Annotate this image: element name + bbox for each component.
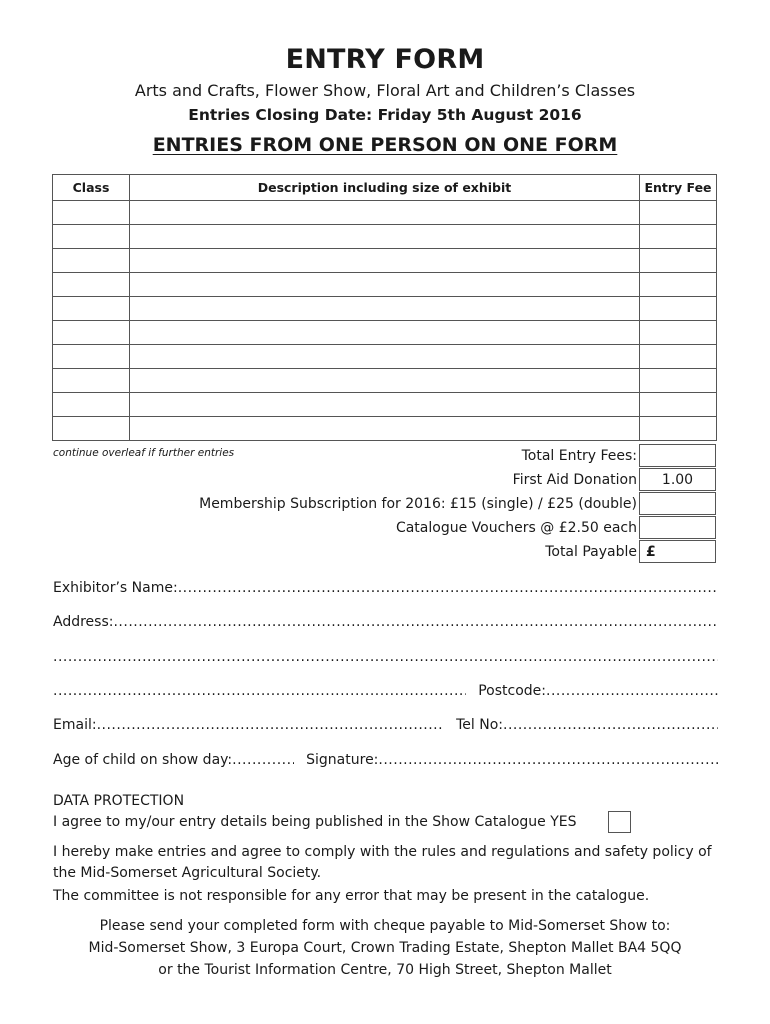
total-payable-label: Total Payable (545, 544, 637, 560)
age-signature-row[interactable] (53, 752, 718, 768)
class-cell[interactable] (53, 273, 130, 297)
class-cell[interactable] (53, 393, 130, 417)
entry-fee-cell[interactable] (640, 345, 717, 369)
header-entry-fee: Entry Fee (640, 175, 717, 201)
description-cell[interactable] (130, 201, 640, 225)
table-row (53, 393, 717, 417)
catalogue-label: Catalogue Vouchers @ £2.50 each (395, 520, 637, 536)
table-row (53, 345, 717, 369)
exhibitor-name-field[interactable] (178, 580, 718, 596)
description-cell[interactable] (130, 297, 640, 321)
class-cell[interactable] (53, 321, 130, 345)
yes-checkbox[interactable] (608, 811, 631, 833)
table-row (53, 225, 717, 249)
footer-line-2: Mid-Somerset Show, 3 Europa Court, Crown Trading Estate, Shepton Mallet BA4 5QQ (88, 940, 682, 956)
first-aid-label: First Aid Donation (512, 472, 637, 488)
address-line-2[interactable] (53, 649, 718, 665)
signature-label: Signature: (306, 752, 379, 768)
email-label: Email: (53, 717, 97, 733)
total-entry-fees-label: Total Entry Fees: (521, 448, 637, 464)
class-cell[interactable] (53, 417, 130, 441)
postcode-field[interactable] (546, 683, 718, 699)
email-field[interactable] (97, 717, 445, 733)
description-cell[interactable] (130, 345, 640, 369)
table-row (53, 201, 717, 225)
entry-fee-cell[interactable] (640, 273, 717, 297)
entry-fee-cell[interactable] (640, 225, 717, 249)
table-row (53, 321, 717, 345)
entry-fee-cell[interactable] (640, 393, 717, 417)
entries-table (52, 174, 717, 441)
tel-label: Tel No: (456, 717, 503, 733)
description-cell[interactable] (130, 225, 640, 249)
address-postcode-row[interactable] (53, 683, 718, 699)
class-cell[interactable] (53, 249, 130, 273)
entry-fee-cell[interactable] (640, 201, 717, 225)
address-field-3[interactable] (53, 683, 466, 699)
hereby-statement: I hereby make entries and agree to comply with the rules and regulations and safety policy of the Mid-Somerset Agricultural Society. (53, 844, 712, 881)
continue-note: continue overleaf if further entries (53, 447, 235, 459)
committee-statement: The committee is not responsible for any error that may be present in the catalogue. (53, 888, 650, 904)
first-aid-box[interactable]: 1.00 (639, 468, 716, 491)
table-row (53, 297, 717, 321)
class-cell[interactable] (53, 297, 130, 321)
postcode-label: Postcode: (478, 683, 546, 699)
catalogue-box[interactable] (639, 516, 716, 539)
description-cell[interactable] (130, 369, 640, 393)
membership-box[interactable] (639, 492, 716, 515)
exhibitor-name-label: Exhibitor’s Name: (53, 580, 178, 596)
address-label: Address: (53, 614, 114, 630)
description-cell[interactable] (130, 393, 640, 417)
age-field[interactable] (232, 752, 294, 768)
data-protection-agree: I agree to my/our entry details being published in the Show Catalogue YES (53, 814, 577, 830)
closing-date: Entries Closing Date: Friday 5th August 2016 (188, 106, 582, 124)
one-person-notice: ENTRIES FROM ONE PERSON ON ONE FORM (152, 134, 618, 156)
signature-field[interactable] (378, 752, 718, 768)
entry-fee-cell[interactable] (640, 417, 717, 441)
form-title: ENTRY FORM (285, 44, 485, 75)
entry-fee-cell[interactable] (640, 369, 717, 393)
class-cell[interactable] (53, 201, 130, 225)
description-cell[interactable] (130, 321, 640, 345)
header-class: Class (53, 175, 130, 201)
description-cell[interactable] (130, 249, 640, 273)
address-field-2[interactable] (53, 649, 718, 665)
total-payable-box[interactable]: £ (639, 540, 716, 563)
footer-line-3: or the Tourist Information Centre, 70 High Street, Shepton Mallet (158, 962, 612, 978)
data-protection-heading: DATA PROTECTION (53, 793, 185, 809)
table-row (53, 417, 717, 441)
email-tel-row[interactable] (53, 717, 718, 733)
table-row (53, 273, 717, 297)
address-row[interactable] (53, 614, 718, 630)
form-subtitle: Arts and Crafts, Flower Show, Floral Art and Children’s Classes (134, 81, 636, 100)
description-cell[interactable] (130, 417, 640, 441)
total-entry-fees-box[interactable] (639, 444, 716, 467)
table-row (53, 369, 717, 393)
class-cell[interactable] (53, 369, 130, 393)
age-label: Age of child on show day: (53, 752, 233, 768)
table-row (53, 249, 717, 273)
footer-line-1: Please send your completed form with cheque payable to Mid-Somerset Show to: (99, 918, 671, 934)
class-cell[interactable] (53, 225, 130, 249)
table-header-row (53, 175, 717, 201)
entry-fee-cell[interactable] (640, 297, 717, 321)
membership-label: Membership Subscription for 2016: £15 (single) / £25 (double) (199, 496, 637, 512)
entry-fee-cell[interactable] (640, 321, 717, 345)
description-cell[interactable] (130, 273, 640, 297)
address-field[interactable] (113, 614, 718, 630)
entry-fee-cell[interactable] (640, 249, 717, 273)
class-cell[interactable] (53, 345, 130, 369)
header-description: Description including size of exhibit (130, 175, 640, 201)
exhibitor-name-row[interactable] (53, 580, 718, 596)
tel-field[interactable] (503, 717, 718, 733)
